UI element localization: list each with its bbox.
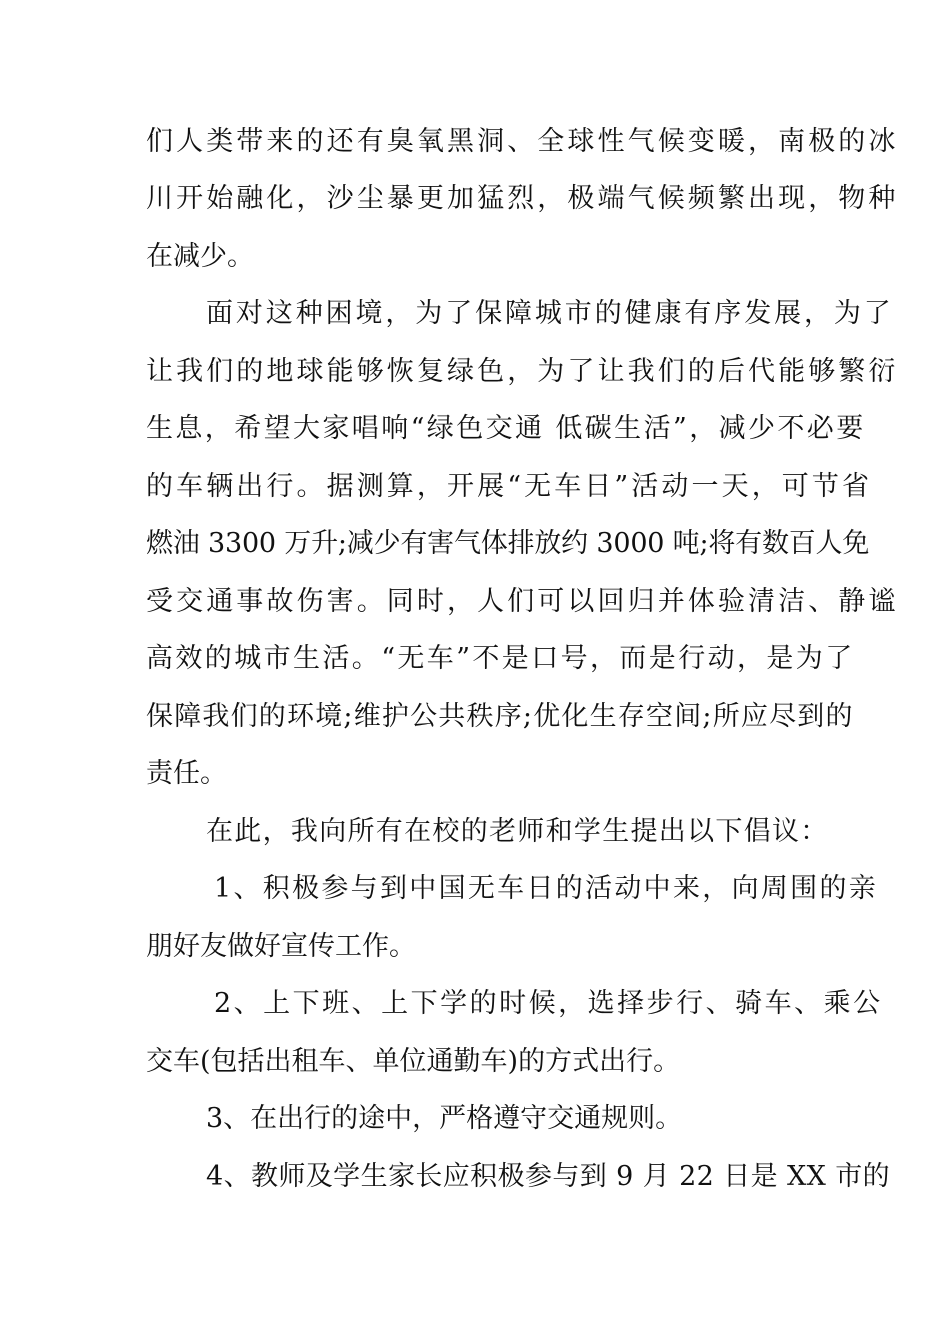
paragraph-line: 在此，我向所有在校的老师和学生提出以下倡议： bbox=[206, 816, 829, 847]
paragraph-line: 2、上下班、上下学的时候，选择步行、骑车、乘公 bbox=[214, 988, 883, 1019]
paragraph-line: 责任。 bbox=[146, 758, 227, 789]
paragraph-line: 高效的城市生活。“无车”不是口号，而是行动，是为了 bbox=[146, 643, 855, 674]
paragraph-line: 面对这种困境，为了保障城市的健康有序发展，为了 bbox=[206, 298, 894, 329]
paragraph-line: 朋好友做好宣传工作。 bbox=[146, 931, 416, 962]
paragraph-line: 受交通事故伤害。同时，人们可以回归并体验清洁、静谧 bbox=[146, 586, 899, 617]
paragraph-line: 生息，希望大家唱响“绿色交通 低碳生活”，减少不必要 bbox=[146, 413, 866, 444]
paragraph-line: 保障我们的环境;维护公共秩序;优化生存空间;所应尽到的 bbox=[146, 701, 854, 732]
paragraph-line: 们人类带来的还有臭氧黑洞、全球性气候变暖，南极的冰 bbox=[146, 126, 899, 157]
paragraph-line: 3、在出行的途中，严格遵守交通规则。 bbox=[206, 1103, 683, 1134]
paragraph-line: 4、教师及学生家长应积极参与到 9 月 22 日是 XX 市的 bbox=[206, 1161, 891, 1192]
paragraph-line: 让我们的地球能够恢复绿色，为了让我们的后代能够繁衍 bbox=[146, 356, 899, 387]
paragraph-line: 在减少。 bbox=[146, 241, 254, 272]
paragraph-line: 燃油 3300 万升;减少有害气体排放约 3000 吨;将有数百人免 bbox=[146, 528, 870, 559]
paragraph-line: 交车(包括出租车、单位通勤车)的方式出行。 bbox=[146, 1046, 681, 1077]
paragraph-line: 的车辆出行。据测算，开展“无车日”活动一天，可节省 bbox=[146, 471, 873, 502]
paragraph-line: 1、积极参与到中国无车日的活动中来，向周围的亲 bbox=[214, 873, 879, 904]
paragraph-line: 川开始融化，沙尘暴更加猛烈，极端气候频繁出现，物种 bbox=[146, 183, 899, 214]
